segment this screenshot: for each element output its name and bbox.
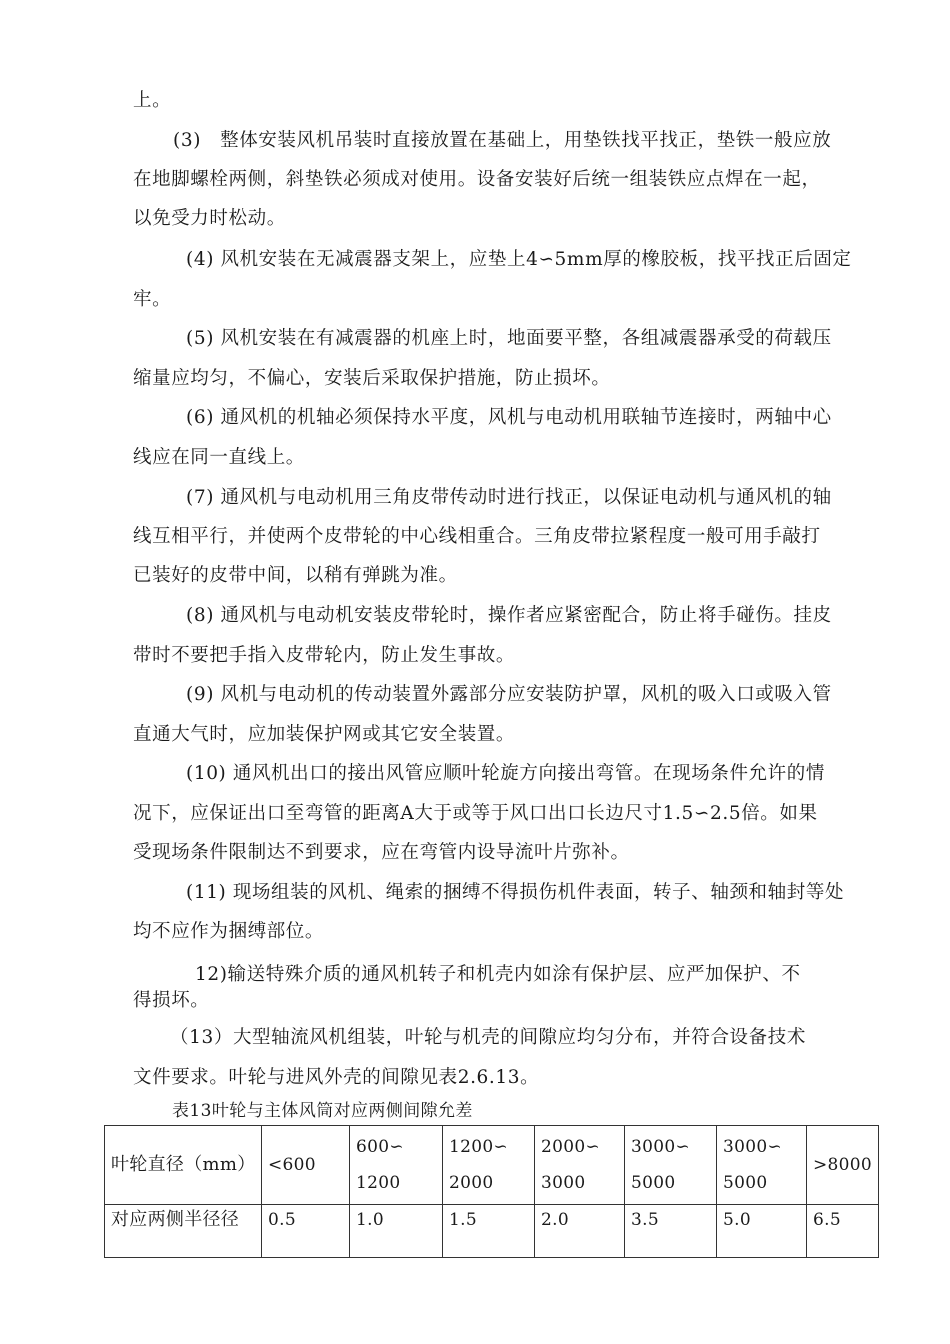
text-line: 牢。 [133,289,172,310]
table-cell: 1.5 [443,1205,535,1258]
table-cell: 600∽ 1200 [350,1126,443,1205]
text-line: 线应在同一直线上。 [133,447,305,468]
text-line: (7) 通风机与电动机用三角皮带传动时进行找正，以保证电动机与通风机的轴 [186,487,832,508]
text-line: 12)输送特殊介质的通风机转子和机壳内如涂有保护层、应严加保护、不 [195,964,801,985]
table-cell: 6.5 [807,1205,879,1258]
table-cell: 5.0 [717,1205,807,1258]
text-line: 得损坏。 [133,990,210,1011]
table-row-header: 叶轮直径（mm） [105,1126,262,1205]
text-line: 已装好的皮带中间，以稍有弹跳为准。 [133,565,458,586]
text-line: 以免受力时松动。 [133,208,286,229]
text-line: (9) 风机与电动机的传动装置外露部分应安装防护罩，风机的吸入口或吸入管 [186,684,832,705]
text-line: 在地脚螺栓两侧，斜垫铁必须成对使用。设备安装好后统一组装铁应点焊在一起， [133,169,821,190]
clearance-table [104,1125,879,1258]
text-line: 均不应作为捆缚部位。 [133,921,325,942]
text-line: (11) 现场组装的风机、绳索的捆缚不得损伤机件表面，转子、轴颈和轴封等处 [186,882,845,903]
text-line: 直通大气时，应加装保护网或其它安全装置。 [133,724,516,745]
table-row [105,1205,879,1258]
text-line: (6) 通风机的机轴必须保持水平度，风机与电动机用联轴节连接时，两轴中心 [186,407,832,428]
table-cell: 3000∽ 5000 [625,1126,717,1205]
text-line: 带时不要把手指入皮带轮内，防止发生事故。 [133,645,516,666]
table-cell: 1200∽ 2000 [443,1126,535,1205]
text-line: (4) 风机安装在无减震器支架上，应垫上4∽5mm厚的橡胶板，找平找正后固定 [186,249,852,270]
table-caption: 表13叶轮与主体风筒对应两侧间隙允差 [172,1101,473,1121]
text-line: 受现场条件限制达不到要求，应在弯管内设导流叶片弥补。 [133,842,630,863]
text-line: (3) 整体安装风机吊装时直接放置在基础上，用垫铁找平找正，垫铁一般应放 [173,130,832,151]
text-line: 况下，应保证出口至弯管的距离A大于或等于风口出口长边尺寸1.5∽2.5倍。如果 [133,803,818,824]
table-cell: 3000∽ 5000 [717,1126,807,1205]
table-cell: 0.5 [262,1205,350,1258]
table-cell: 3.5 [625,1205,717,1258]
text-line: 线互相平行，并使两个皮带轮的中心线相重合。三角皮带拉紧程度一般可用手敲打 [133,526,821,547]
text-line: （13）大型轴流风机组装，叶轮与机壳的间隙应均匀分布，并符合设备技术 [170,1027,806,1048]
table-cell: 1.0 [350,1205,443,1258]
text-line: 上。 [133,90,172,111]
table-cell: >8000 [807,1126,879,1205]
text-line: (5) 风机安装在有减震器的机座上时，地面要平整，各组减震器承受的荷载压 [186,328,832,349]
text-line: 文件要求。叶轮与进风外壳的间隙见表2.6.13。 [133,1067,540,1088]
table-cell: 2.0 [535,1205,625,1258]
table-row-header: 对应两侧半径径 [105,1205,262,1258]
text-line: (8) 通风机与电动机安装皮带轮时，操作者应紧密配合，防止将手碰伤。挂皮 [186,605,832,626]
table-cell: 2000∽ 3000 [535,1126,625,1205]
text-line: 缩量应均匀，不偏心，安装后采取保护措施，防止损坏。 [133,368,611,389]
table-cell: <600 [262,1126,350,1205]
text-line: (10) 通风机出口的接出风管应顺叶轮旋方向接出弯管。在现场条件允许的情 [186,763,825,784]
table-row [105,1126,879,1205]
